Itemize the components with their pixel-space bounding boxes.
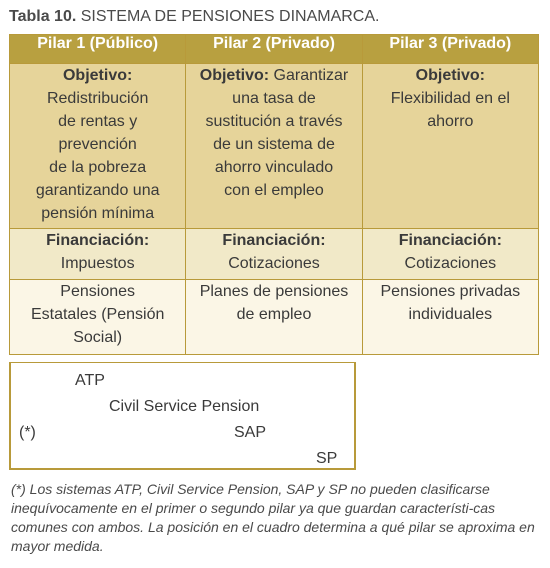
system-sap: SAP [234,424,267,441]
objective-label: Objetivo: [62,67,133,84]
financing-label: Financiación: [46,232,150,249]
caption-text: SISTEMA DE PENSIONES DINAMARCA. [76,8,380,25]
objective-text: Flexibilidad en el ahorro [390,90,510,130]
financing-text: Cotizaciones [228,255,320,272]
financing-cell-pilar-3 [362,229,538,280]
financing-cell-pilar-2 [186,229,362,280]
system-atp: ATP [75,372,105,389]
caption-label: Tabla 10. [9,8,77,25]
header-pilar-3: Pilar 3 (Privado) [362,35,538,64]
systems-cell-pilar-3: Pensiones privadas individuales [362,280,538,355]
pension-table [9,34,539,355]
financing-text: Impuestos [60,255,135,272]
footnote: (*) Los sistemas ATP, Civil Service Pension, SAP y SP no pueden clasificarse inequívocamente en el primer o segundo pilar ya que guardan característi-cas comunes con ambos. La posición en el cuadro determina a qué pilar se aproxima en mayor medida. [11,481,535,554]
objective-label: Objetivo: [199,67,270,84]
objective-cell-pilar-1 [10,64,186,229]
system-civil-service-pension: Civil Service Pension [109,398,260,415]
financing-label: Financiación: [222,232,326,249]
systems-cell-pilar-1: Pensiones Estatales (Pensión Social) [10,280,186,355]
objective-cell-pilar-3 [362,64,538,229]
systems-cell-pilar-2: Planes de pensiones de empleo [186,280,362,355]
objective-cell-pilar-2 [186,64,362,229]
system-sp: SP [316,450,338,467]
financing-cell-pilar-1 [10,229,186,280]
header-pilar-1: Pilar 1 (Público) [10,35,186,64]
objective-label: Objetivo: [415,67,485,84]
header-row [10,35,539,64]
objective-text: Garantizar una tasa de sustitución a través de un sistema de ahorro vinculado con el empleo [205,67,349,199]
objective-text: Redistribución de rentas y prevención de la pobreza garantizando una pensión mínima [35,90,160,222]
objective-row [10,64,539,229]
systems-row [10,280,539,355]
header-pilar-2: Pilar 2 (Privado) [186,35,362,64]
table-caption [9,8,379,26]
financing-row [10,229,539,280]
placement-box [9,362,356,470]
financing-text: Cotizaciones [404,255,497,272]
asterisk-note-marker: (*) [19,424,36,441]
financing-label: Financiación: [398,232,502,249]
